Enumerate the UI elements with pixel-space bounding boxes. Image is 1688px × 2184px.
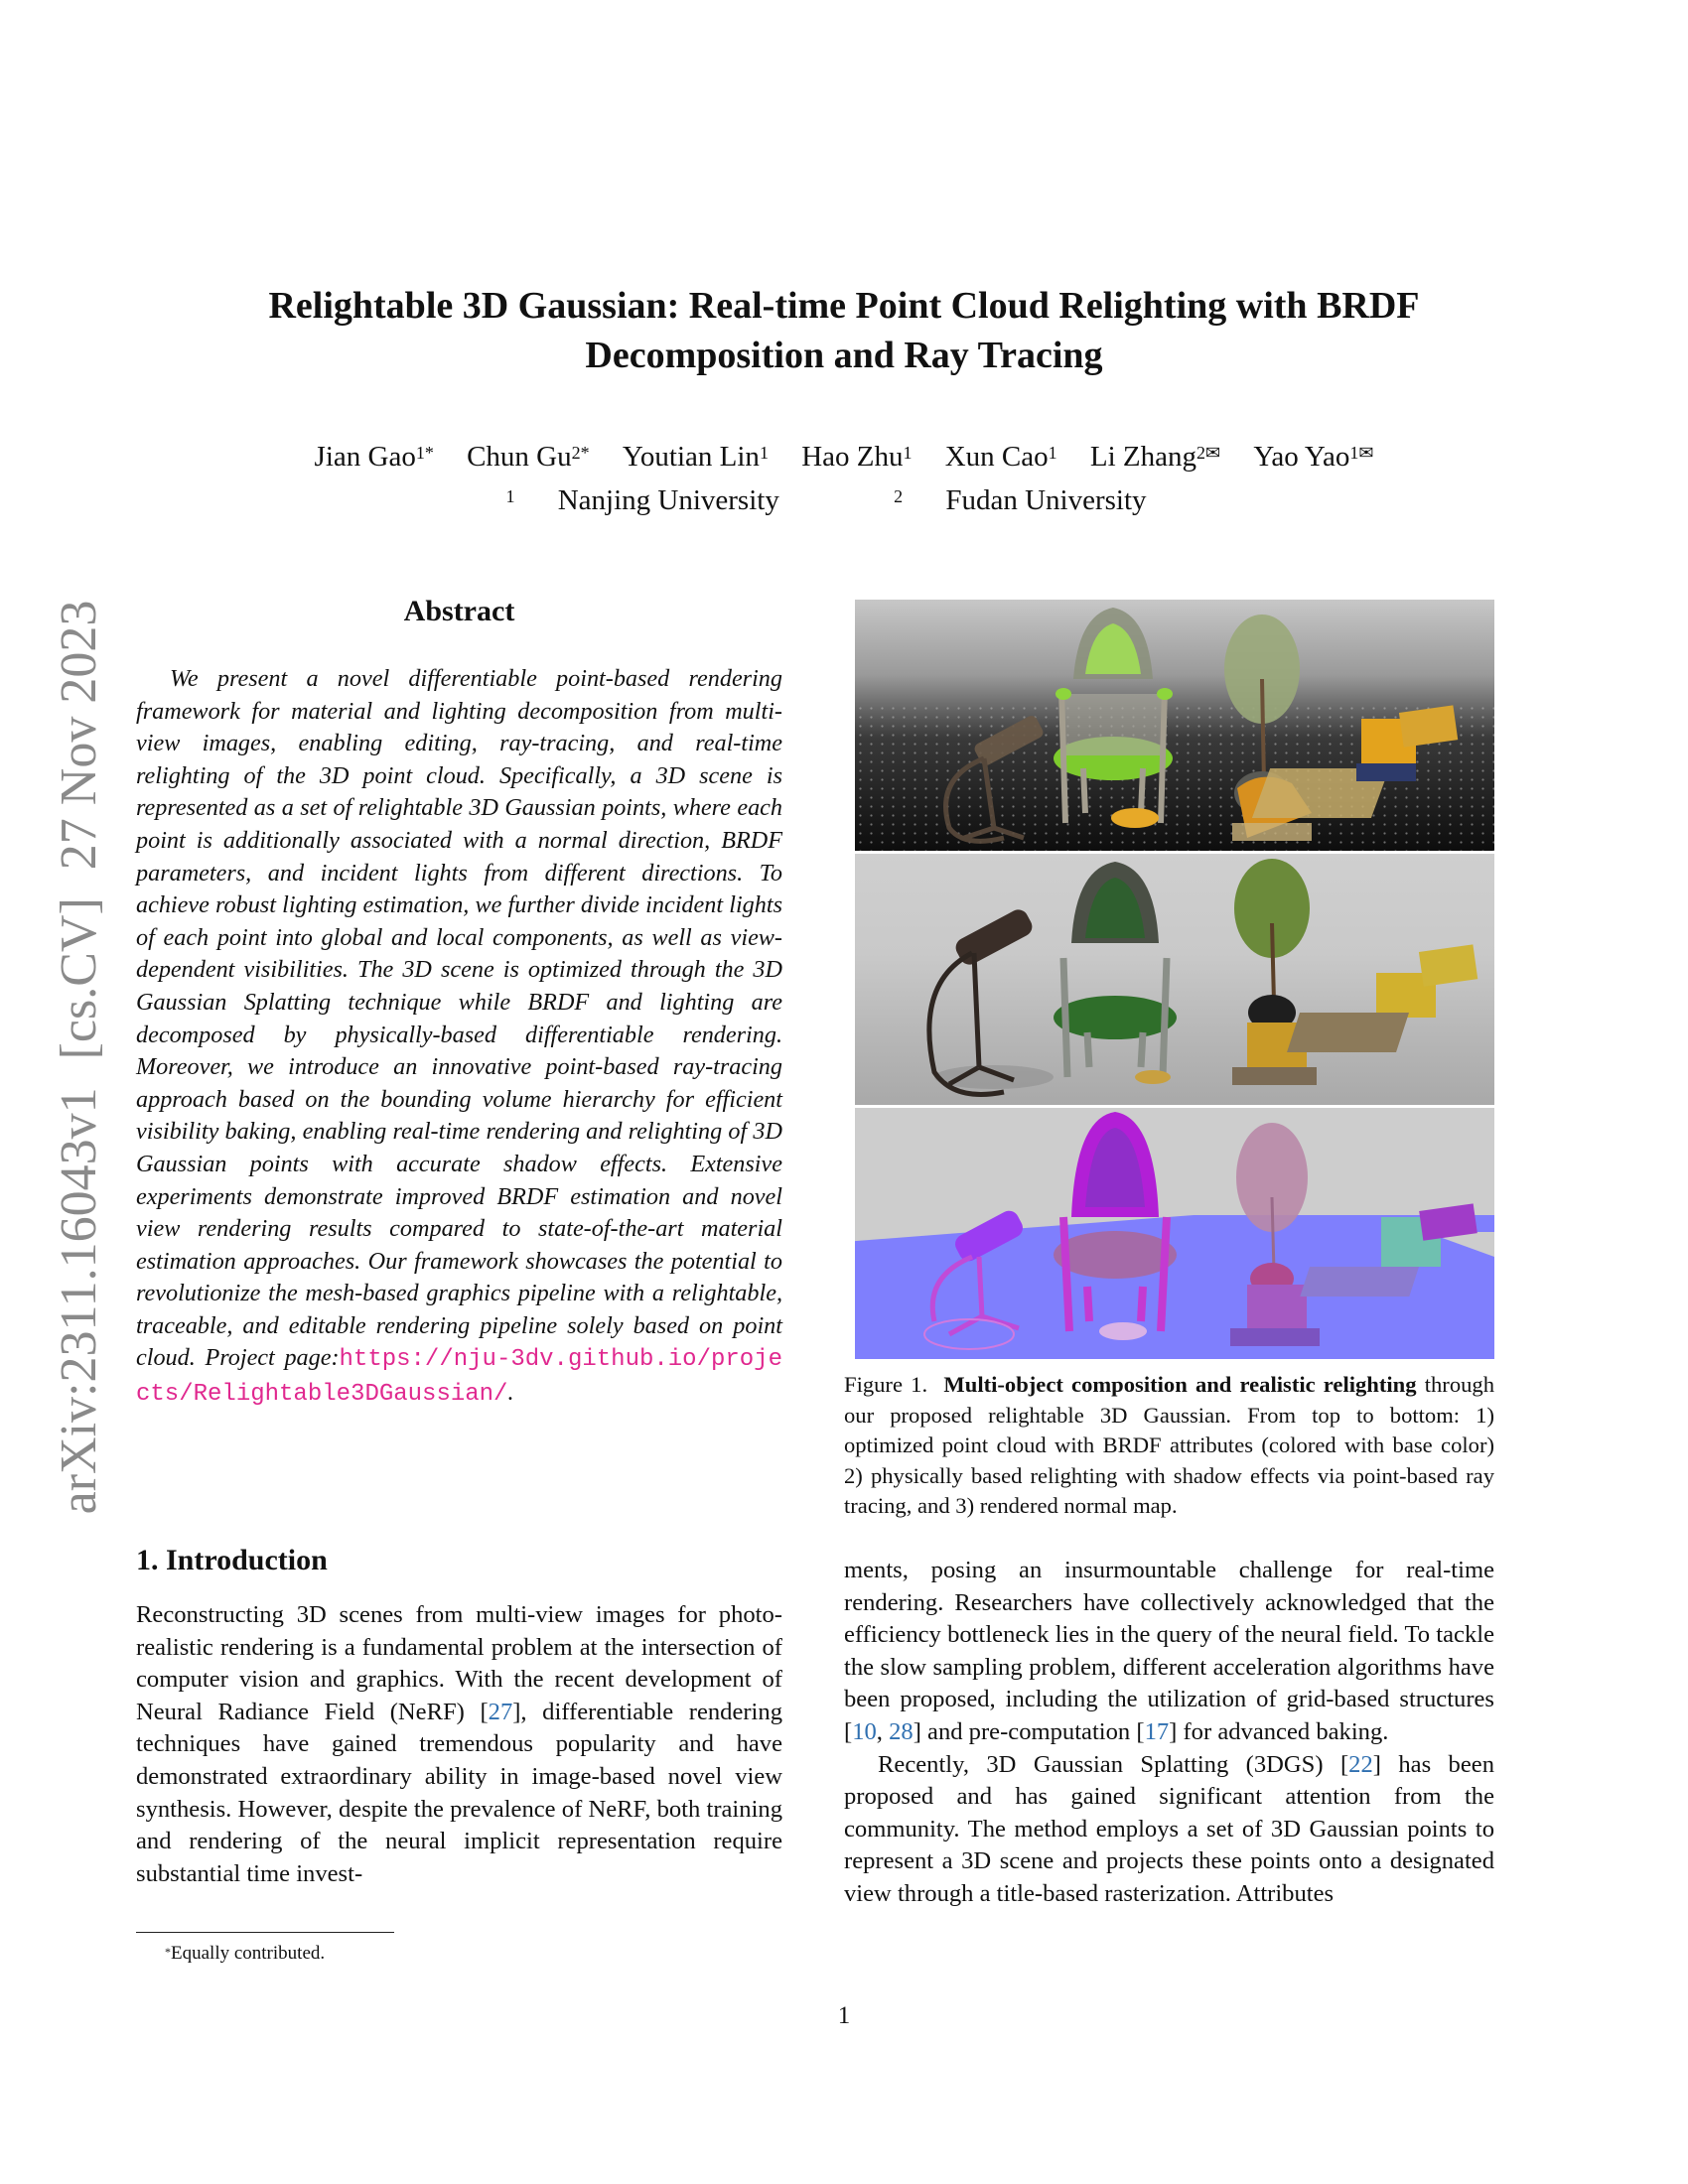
affiliation: $^1$ Nanjing University [505,484,779,516]
abstract-heading: Abstract [403,595,515,627]
author: Li Zhang$^{2✉}$ [1089,441,1221,473]
title-line-1: Relightable 3D Gaussian: Real-time Point Cloud Relighting with BRDF [268,285,1420,327]
affiliation: $^2$ Fudan University [894,484,1147,516]
citation-link[interactable]: 10 [852,1717,877,1745]
arxiv-date: 27 Nov 2023 [51,600,107,871]
author: Yao Yao$^{1✉}$ [1253,441,1374,473]
citation-link[interactable]: 22 [1348,1750,1373,1778]
arxiv-id: arXiv:2311.16043v1 [51,1087,107,1515]
footnote: *Equally contributed. [165,1943,326,1964]
arxiv-stamp [50,561,109,1554]
citation-link[interactable]: 28 [889,1717,914,1745]
author: Xun Cao$^1$ [944,441,1057,473]
point-cloud-objects-graphic [855,600,1494,851]
figure-panel-normal-map [855,1108,1494,1359]
relit-objects-graphic [855,854,1494,1105]
author: Hao Zhu$^1$ [801,441,913,473]
introduction-left-text: Reconstructing 3D scenes from multi-view images for photo-realistic rendering is a fundamental problem at the intersection of computer vision and graphics. With the recent development of Neural Radiance Field (NeRF) [27], differentiable rendering techniques have gained tremendous popularity and have demonstrated extraordinary ability in image-based novel view synthesis. However, despite the prevalence of NeRF, both training and rendering of the neural implicit representation require substantial time invest- [136,1601,782,1887]
section-heading-introduction: 1. Introduction [136,1544,328,1576]
figure-1-caption: Figure 1. Multi-object composition and realistic relighting through our proposed relightable 3D Gaussian. From top to bottom: 1) optimized point cloud with BRDF attributes (colored with base color) 2) physically based relighting with shadow effects via point-based ray tracing, and 3) rendered normal map. [844,1372,1495,1518]
abstract-body: We present a novel differentiable point-based rendering framework for material and lighting decomposition from multi-view images, enabling editing, ray-tracing, and real-time relighting of the 3D point cloud. Specifically, a 3D scene is represented as a set of relightable 3D Gaussian points, where each point is additionally associated with a normal direction, BRDF parameters, and incident lights from different directions. To achieve robust lighting estimation, we further divide incident lights of each point into global and local components, as well as view-dependent visibilities. The 3D scene is optimized through the 3D Gaussian Splatting technique while BRDF and lighting are decomposed by physically-based differentiable rendering. Moreover, we introduce an innovative point-based ray-tracing approach based on the bounding volume hierarchy for efficient visibility baking, enabling real-time rendering and relighting of 3D Gaussian points with accurate shadow effects. Extensive experiments demonstrate improved BRDF estimation and novel view rendering results compared to state-of-the-art material estimation approaches. Our framework showcases the potential to revolutionize the mesh-based graphics pipeline with a relightable, traceable, and editable rendering pipeline solely based on point cloud. Project page:https://nju-3dv.github.io/projects/Relightable3DGaussian/. [136,665,782,1409]
figure-panel-relighting [855,854,1494,1105]
paper-title [149,281,1539,380]
affiliation-list [149,480,1539,520]
page-number: 1 [837,2002,851,2029]
author: Chun $Gu^{2*}$ [467,441,590,473]
title-line-2: Decomposition and Ray Tracing [585,335,1103,376]
introduction-right-text: ments, posing an insurmountable challenge for real-time rendering. Researchers have collectively acknowledged that the efficiency bottleneck lies in the query of the neural field. To tackle the slow sampling problem, different acceleration algorithms have been proposed, including the utilization of grid-based structures [10, 28] and pre-computation [17] for advanced baking. Recently, 3D Gaussian Splatting (3DGS) [22] has been proposed and has gained significant attention from the community. The method employs a set of 3D Gaussian points to represent a 3D scene and projects these points onto a designated view through a title-based rasterization. Attributes [844,1557,1494,1907]
citation-link[interactable]: 27 [488,1698,513,1725]
author: Jian Gao$^{1*}$ [314,441,434,473]
author: Youtian Lin$^1$ [622,441,769,473]
figure-1 [855,600,1494,1362]
abstract-text: We present a novel differentiable point-based rendering framework for material and lighting decomposition from multi-view images, enabling editing, ray-tracing, and real-time relighting of the 3D point cloud. Specifically, a 3D scene is represented as a set of relightable 3D Gaussian points, where each point is additionally associated with a normal direction, BRDF parameters, and incident lights from different directions. To achieve robust lighting estimation, we further divide incident lights of each point into global and local components, as well as view-dependent visibilities. The 3D scene is optimized through the 3D Gaussian Splatting technique while BRDF and lighting are decomposed by physically-based differentiable rendering. Moreover, we introduce an innovative point-based ray-tracing approach based on the bounding volume hierarchy for efficient visibility baking, enabling real-time rendering and relighting of 3D Gaussian points with accurate shadow effects. Extensive experiments demonstrate improved BRDF estimation and novel view rendering results compared to state-of-the-art material estimation approaches. Our framework showcases the potential to revolutionize the mesh-based graphics pipeline with a relightable, traceable, and editable rendering pipeline solely based on point cloud. Project page: [136,665,782,1372]
arxiv-category: [cs.CV] [51,897,107,1060]
author-list [149,437,1539,477]
citation-link[interactable]: 17 [1144,1717,1170,1745]
project-page-link[interactable]: https://nju-3dv.github.io/projects/Relightable3DGaussian/ [136,1346,782,1409]
normal-map-objects-graphic [855,1108,1494,1359]
footnote-divider [136,1932,394,1933]
figure-panel-point-cloud [855,600,1494,851]
